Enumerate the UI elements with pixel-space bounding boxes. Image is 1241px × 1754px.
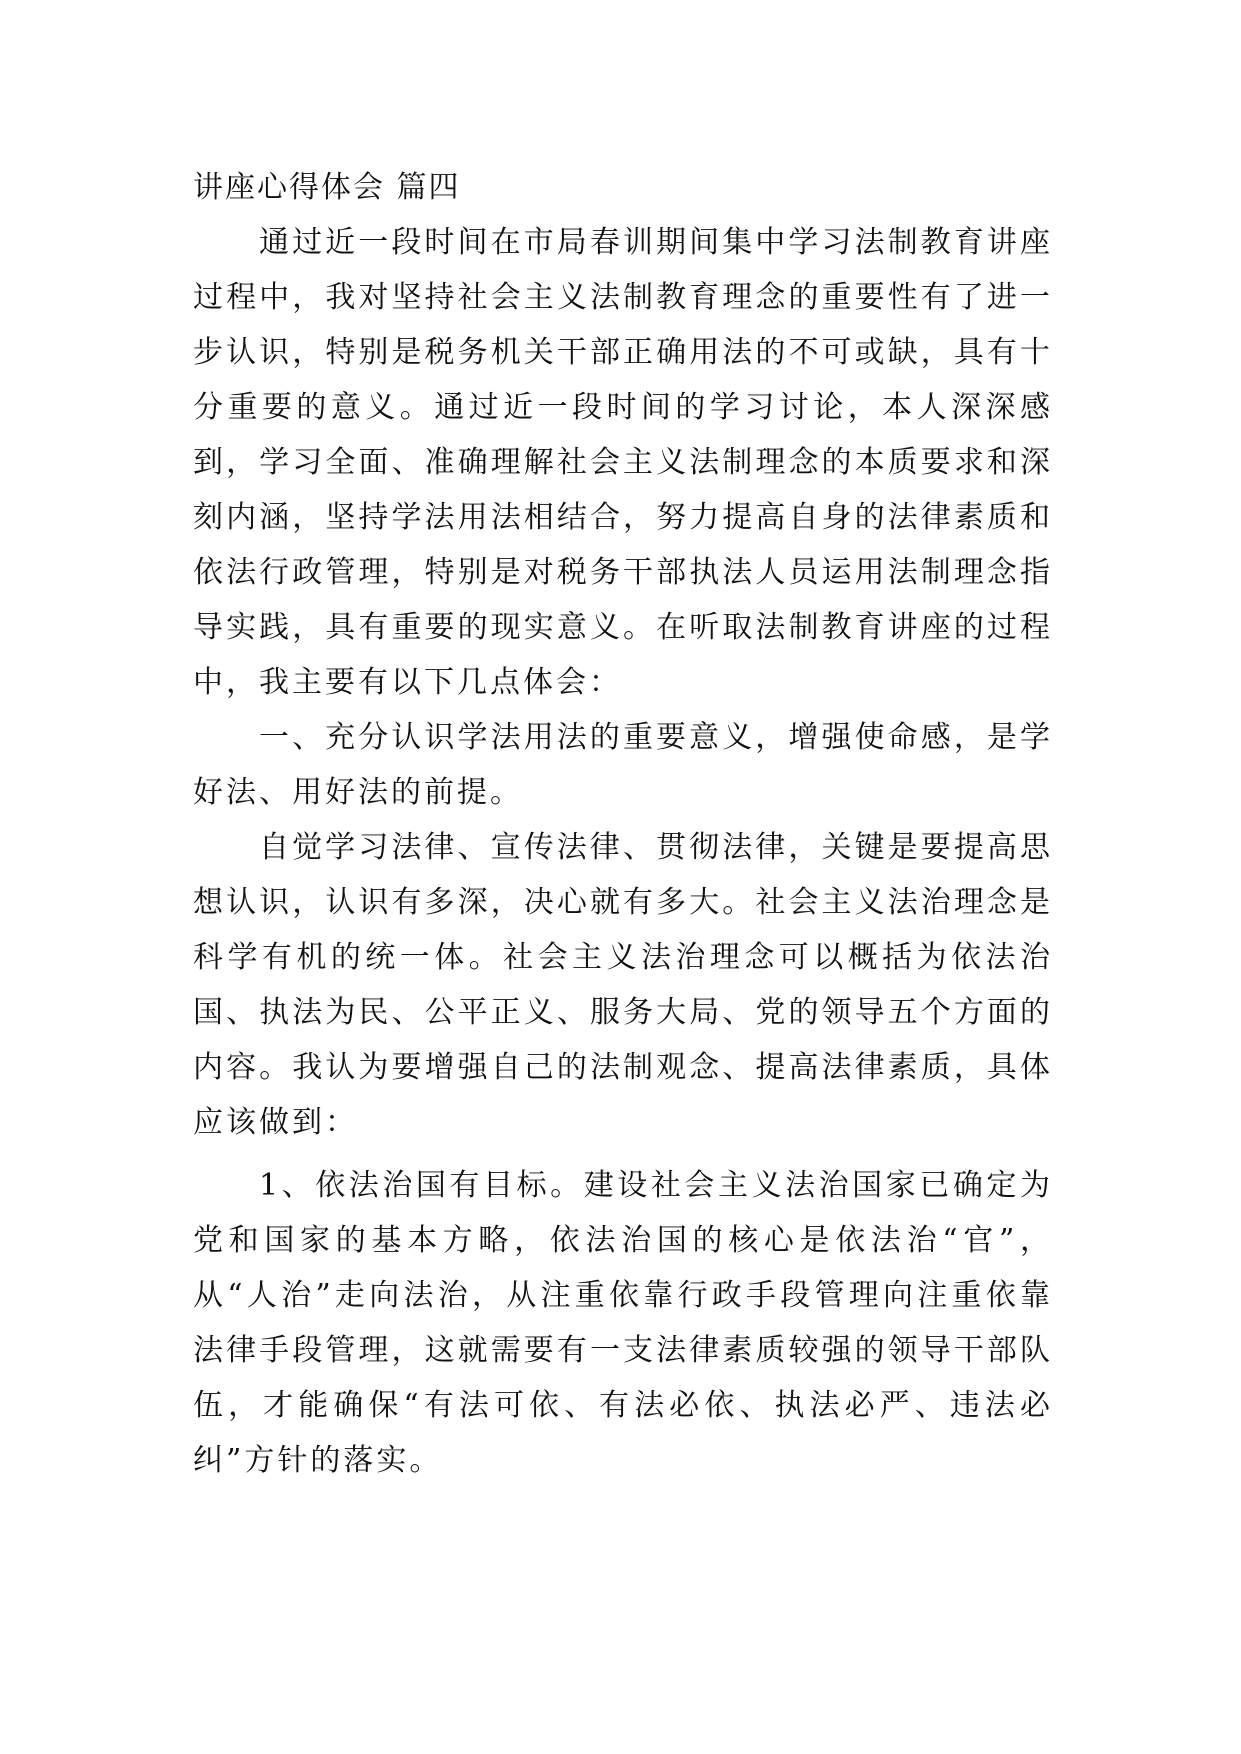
document-body (193, 160, 1053, 1488)
paragraph-item-1: 1、依法治国有目标。建设社会主义法治国家已确定为党和国家的基本方略，依法治国的核心是依法治“官”，从“人治”走向法治，从注重依靠行政手段管理向注重依靠法律手段管理，这就需要有一支法律素质较强的领导干部队伍，才能确保“有法可依、有法必依、执法必严、违法必纠”方针的落实。 (193, 1168, 1053, 1478)
document-title: 讲座心得体会 篇四 (193, 170, 461, 205)
paragraph-point-one-body: 自觉学习法律、宣传法律、贯彻法律，关键是要提高思想认识，认识有多深，决心就有多大。社会主义法治理念是科学有机的统一体。社会主义法治理念可以概括为依法治国、执法为民、公平正义、服务大局、党的领导五个方面的内容。我认为要增强自己的法制观念、提高法律素质，具体应该做到： (193, 830, 1053, 1140)
paragraph-intro: 通过近一段时间在市局春训期间集中学习法制教育讲座过程中，我对坚持社会主义法制教育理念的重要性有了进一步认识，特别是税务机关干部正确用法的不可或缺，具有十分重要的意义。通过近一段时间的学习讨论，本人深深感到，学习全面、准确理解社会主义法制理念的本质要求和深刻内涵，坚持学法用法相结合，努力提高自身的法律素质和依法行政管理，特别是对税务干部执法人员运用法制理念指导实践，具有重要的现实意义。在听取法制教育讲座的过程中，我主要有以下几点体会： (193, 225, 1053, 700)
paragraph-point-one-heading: 一、充分认识学法用法的重要意义，增强使命感，是学好法、用好法的前提。 (193, 720, 1053, 810)
